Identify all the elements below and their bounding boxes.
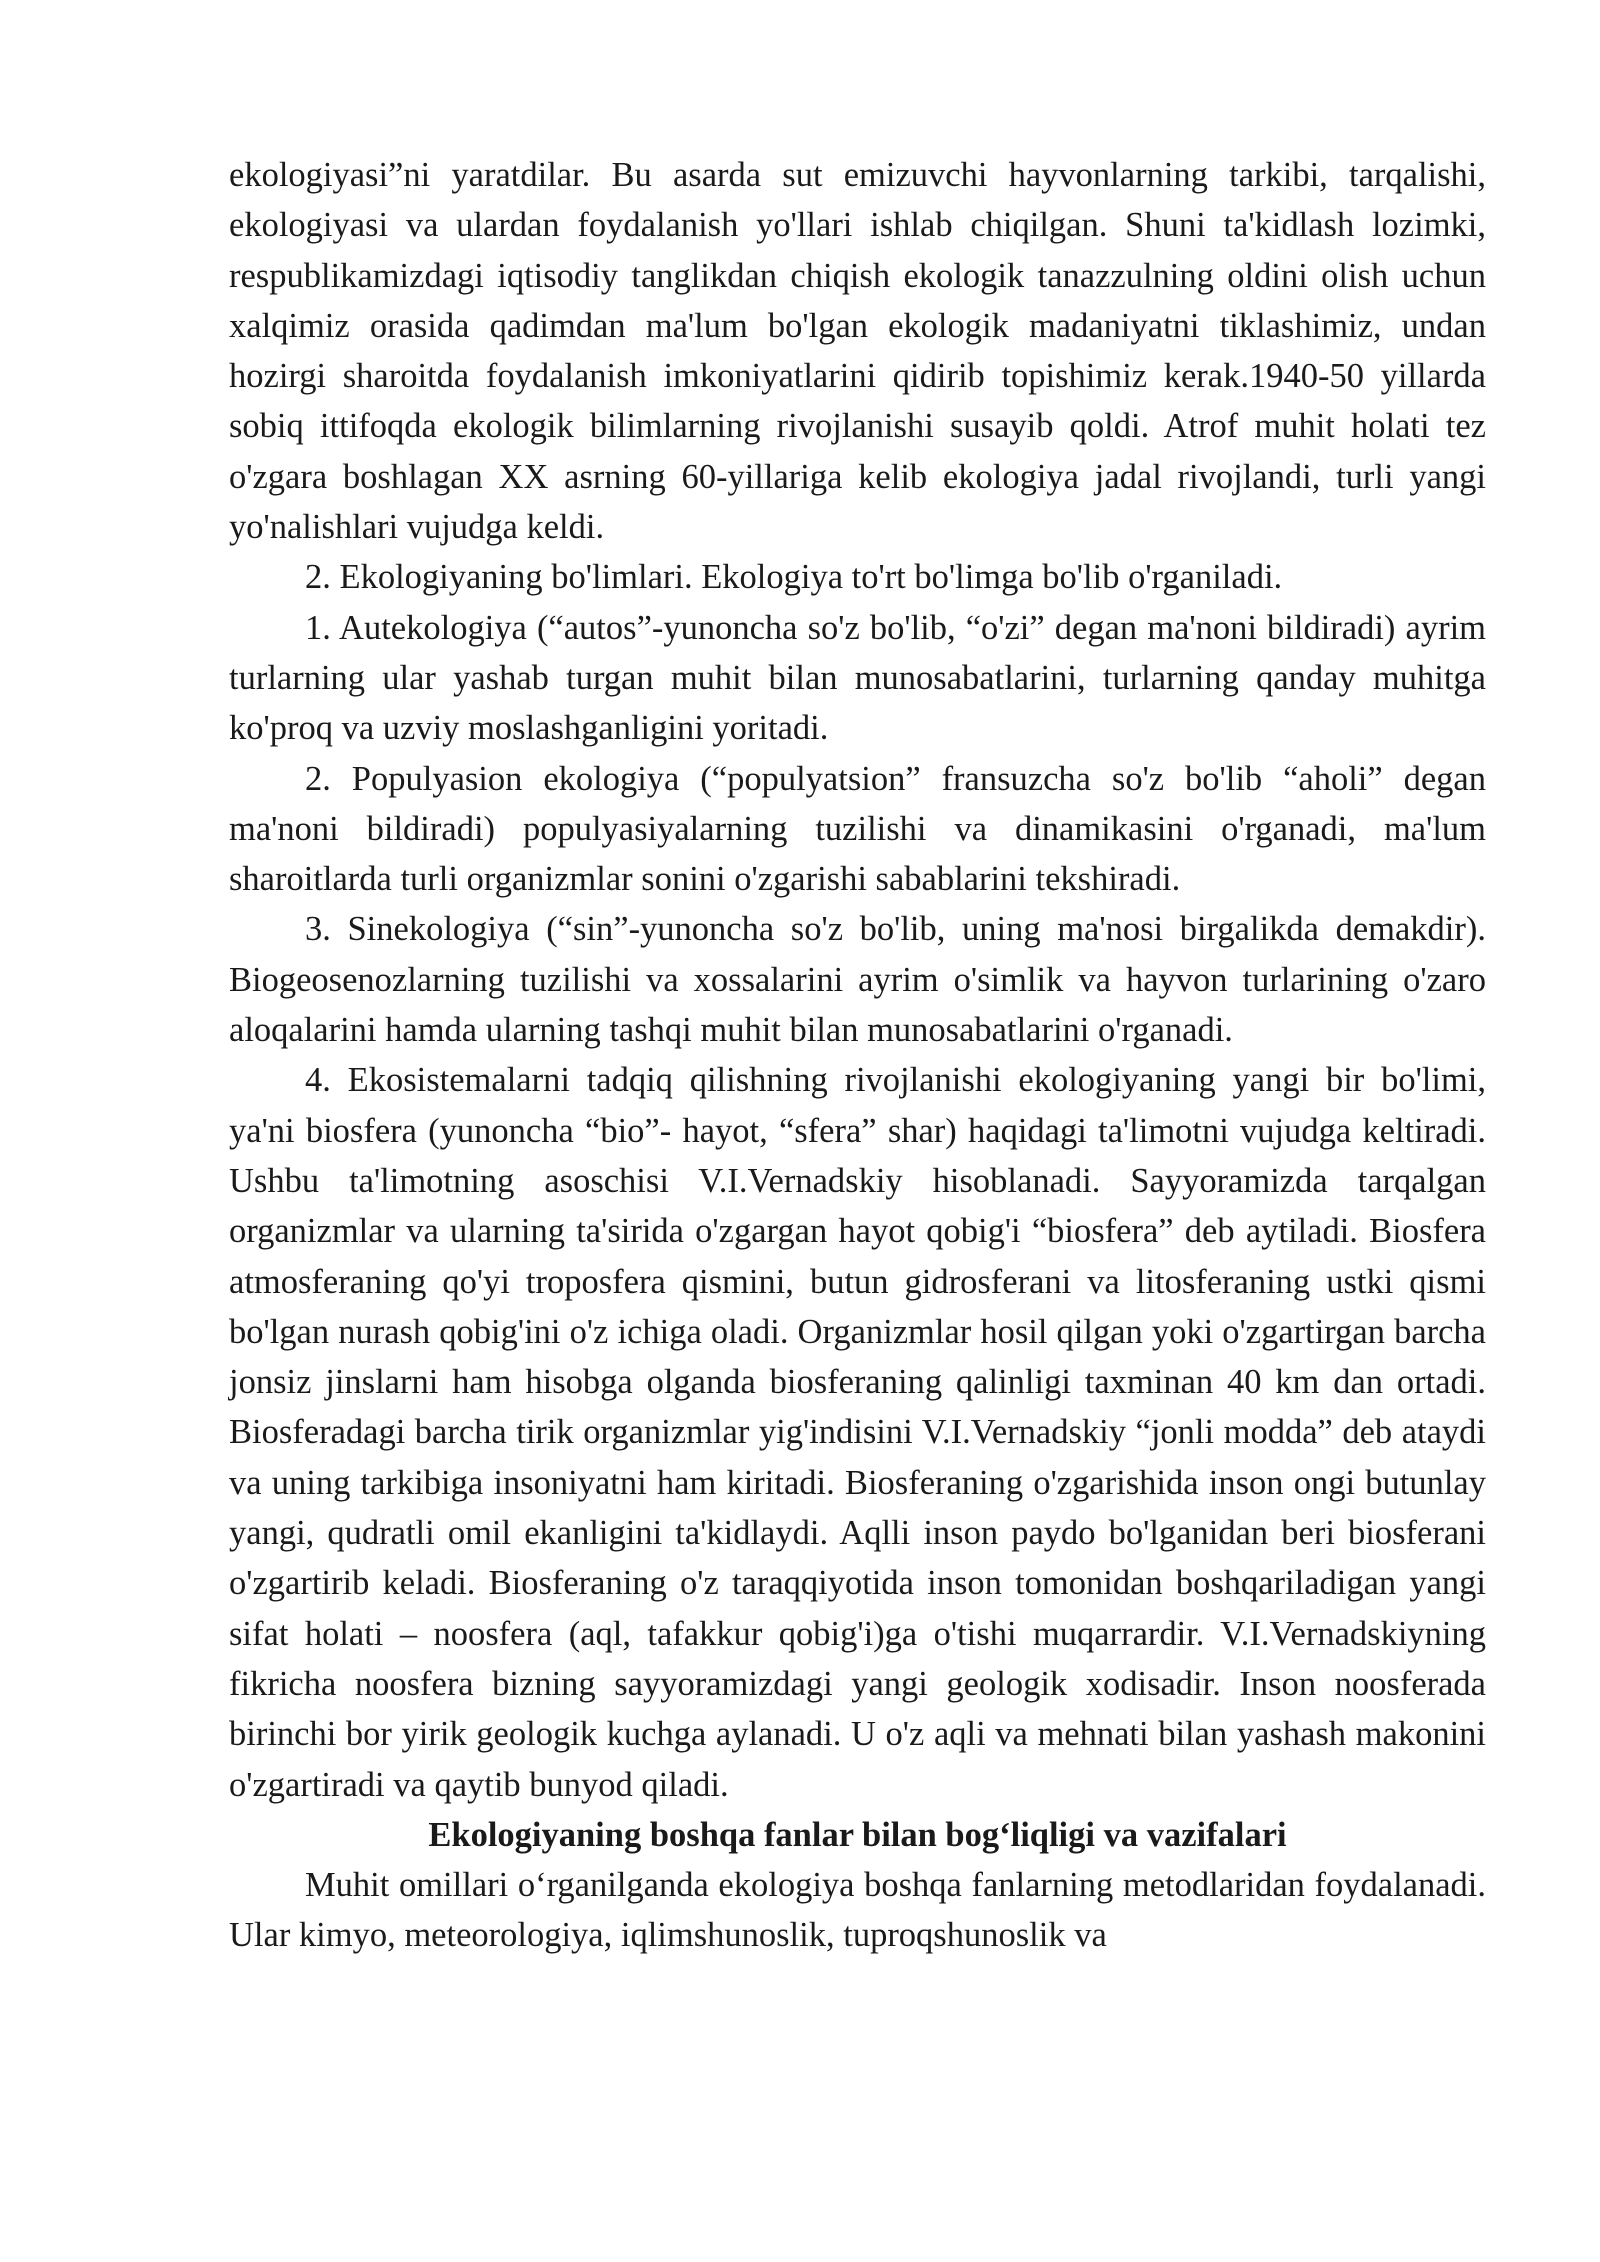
- paragraph-synecology: 3. Sinekologiya (“sin”-yunoncha so'z bo'lib, uning ma'nosi birgalikda demakdir). Biogeosenozlarning tuzilishi va xossalarini ayrim o'simlik va hayvon turlarining o'zaro aloqalarini hamda ularning tashqi muhit bilan munosabatlarini o'rganadi.: [229, 910, 1486, 1050]
- paragraph-intro: ekologiyasi”ni yaratdilar. Bu asarda sut emizuvchi hayvonlarning tarkibi, tarqalishi, ekologiyasi va ulardan foydalanish yo'llari ishlab chiqilgan. Shuni ta'kidlash lozimki, respublikamizdagi iqtisodiy tanglikdan chiqish ekologik tanazzulning oldini olish uchun xalqimiz orasida qadimdan ma'lum bo'lgan ekologik madaniyatni tiklashimiz, undan hozirgi sharoitda foydalanish imkoniyatlarini qidirib topishimiz kerak.1940-50 yillarda sobiq ittifoqda ekologik bilimlarning rivojlanishi susayib qoldi. Atrof muhit holati tez o'zgara boshlagan XX asrning 60-yillariga kelib ekologiya jadal rivojlandi, turli yangi yo'nalishlari vujudga keldi.: [229, 156, 1486, 547]
- paragraph-biosphere: 4. Ekosistemalarni tadqiq qilishning rivojlanishi ekologiyaning yangi bir bo'limi, ya'ni biosfera (yunoncha “bio”- hayot, “sfera” shar) haqidagi ta'limotni vujudga keltiradi. Ushbu ta'limotning asoschisi V.I.Vernadskiy hisoblanadi. Sayyoramizda tarqalgan organizmlar va ularning ta'sirida o'zgargan hayot qobig'i “biosfera” deb aytiladi. Biosfera atmosferaning qo'yi troposfera qismini, butun gidrosferani va litosferaning ustki qismi bo'lgan nurash qobig'ini o'z ichiga oladi. Organizmlar hosil qilgan yoki o'zgartirgan barcha jonsiz jinslarni ham hisobga olganda biosferaning qalinligi taxminan 40 km dan ortadi. Biosferadagi barcha tirik organizmlar yig'indisini V.I.Vernadskiy “jonli modda” deb ataydi va uning tarkibiga insoniyatni ham kiritadi. Biosferaning o'zgarishida inson ongi butunlay yangi, qudratli omil ekanligini ta'kidlaydi. Aqlli inson paydo bo'lganidan beri biosferani o'zgartirib keladi. Biosferaning o'z taraqqiyotida inson tomonidan boshqariladigan yangi sifat holati – noosfera (aql, tafakkur qobig'i)ga o'tishi muqarrardir. V.I.Vernadskiyning fikricha noosfera bizning sayyoramizdagi yangi geologik xodisadir. Inson noosferada birinchi bor yirik geologik kuchga aylanadi. U o'z aqli va mehnati bilan yashash makonini o'zgartiradi va qaytib bunyod qiladi.: [229, 1061, 1486, 1804]
- paragraph-sections-heading: 2. Ekologiyaning bo'limlari. Ekologiya to'rt bo'limga bo'lib o'rganiladi.: [305, 558, 1283, 597]
- document-page: [229, 150, 1486, 1961]
- paragraph-population-ecology: 2. Populyasion ekologiya (“populyatsion” fransuzcha so'z bo'lib “aholi” degan ma'noni bildiradi) populyasiyalarning tuzilishi va dinamikasini o'rganadi, ma'lum sharoitlarda turli organizmlar sonini o'zgarishi sabablarini tekshiradi.: [229, 759, 1486, 899]
- paragraph-autecology: 1. Autekologiya (“autos”-yunoncha so'z bo'lib, “o'zi” degan ma'noni bildiradi) ayrim turlarning ular yashab turgan muhit bilan munosabatlarini, turlarning qanday muhitga ko'proq va uzviy moslashganligini yoritadi.: [229, 608, 1486, 748]
- section-heading: Ekologiyaning boshqa fanlar bilan bog‘liqligi va vazifalari: [428, 1815, 1287, 1854]
- paragraph-final: Muhit omillari o‘rganilganda ekologiya boshqa fanlarning metodlaridan foydalanadi. Ular kimyo, meteorologiya, iqlimshunoslik, tuproqshunoslik va: [229, 1866, 1486, 1955]
